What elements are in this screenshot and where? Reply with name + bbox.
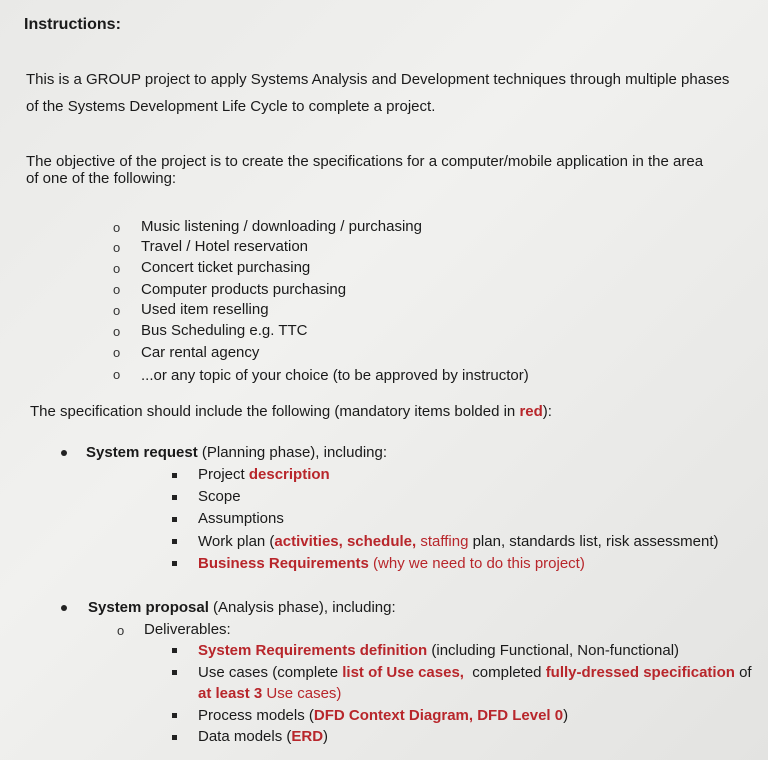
work-plan-prefix: Work plan ( (198, 533, 275, 550)
topic-item: Music listening / downloading / purchasing (141, 218, 422, 235)
circle-bullet-icon: o (113, 240, 121, 255)
process-models-prefix: Process models ( (198, 707, 314, 724)
circle-bullet-icon: o (113, 303, 121, 318)
use-cases-item-line-2 (198, 685, 341, 702)
use-cases-prefix: Use cases (complete (198, 664, 343, 681)
work-plan-suffix: plan, standards list, risk assessment) (468, 533, 719, 550)
at-least-label: at least 3 (198, 685, 263, 702)
system-requirements-label: System Requirements definition (198, 642, 428, 659)
circle-bullet-icon: o (113, 261, 121, 276)
data-models-prefix: Data models ( (198, 728, 292, 745)
square-bullet-icon (172, 539, 177, 544)
bullet-dot-icon (61, 605, 67, 611)
objective-line-1: The objective of the project is to create the specifications for a computer/mobile application in the area (26, 153, 704, 170)
business-requirements-item (198, 555, 585, 572)
description-label: description (248, 466, 330, 483)
system-proposal-suffix: (Analysis phase), including: (208, 599, 396, 616)
square-bullet-icon (172, 670, 177, 675)
circle-bullet-icon: o (113, 282, 121, 297)
system-request-title: System request (86, 444, 198, 461)
data-models-suffix: ) (323, 728, 329, 745)
topic-item: Travel / Hotel reservation (141, 238, 309, 255)
square-bullet-icon (172, 473, 177, 478)
system-proposal-title: System proposal (88, 599, 209, 616)
objective-line-2: of one of the following: (26, 170, 177, 187)
topic-item: Car rental agency (141, 344, 260, 361)
spec-intro-red-word: red (519, 403, 543, 420)
project-description-item (198, 466, 330, 483)
page-heading: Instructions: (24, 16, 121, 33)
system-requirements-item (198, 642, 679, 659)
scope-item: Scope (198, 488, 241, 505)
square-bullet-icon (172, 648, 177, 653)
circle-bullet-icon: o (117, 623, 125, 638)
spec-intro-before: The specification should include the following (mandatory items bolded in (30, 403, 520, 420)
business-requirements-suffix: (why we need to do this project) (368, 555, 585, 572)
data-models-red: ERD (291, 728, 324, 745)
system-request-suffix: (Planning phase), including: (197, 444, 388, 461)
process-models-suffix: ) (563, 707, 569, 724)
square-bullet-icon (172, 713, 177, 718)
use-cases-middle: completed (463, 664, 546, 681)
use-cases-item-line-1 (198, 664, 752, 681)
business-requirements-label: Business Requirements (198, 555, 369, 572)
assumptions-item: Assumptions (198, 510, 284, 527)
topic-item: Bus Scheduling e.g. TTC (141, 322, 308, 339)
circle-bullet-icon: o (113, 324, 121, 339)
square-bullet-icon (172, 495, 177, 500)
data-models-item (198, 728, 328, 745)
circle-bullet-icon: o (113, 220, 121, 235)
intro-line-1: This is a GROUP project to apply Systems Analysis and Development techniques through multiple phases (26, 71, 730, 88)
topic-item: Computer products purchasing (141, 281, 347, 298)
circle-bullet-icon: o (113, 367, 121, 382)
activities-schedule-label: activities, schedule, (274, 533, 417, 550)
topic-item: ...or any topic of your choice (to be approved by instructor) (141, 367, 529, 384)
process-models-red: DFD Context Diagram, DFD Level 0 (313, 707, 564, 724)
fully-dressed-label: fully-dressed specification (545, 664, 735, 681)
process-models-item (198, 707, 568, 724)
use-cases-list-label: list of Use cases, (342, 664, 464, 681)
square-bullet-icon (172, 561, 177, 566)
square-bullet-icon (172, 735, 177, 740)
circle-bullet-icon: o (113, 345, 121, 360)
work-plan-item (198, 533, 719, 550)
system-request-heading (86, 444, 387, 461)
system-requirements-suffix: (including Functional, Non-functional) (427, 642, 680, 659)
square-bullet-icon (172, 517, 177, 522)
system-proposal-heading (88, 599, 396, 616)
spec-intro (30, 403, 552, 420)
topic-item: Used item reselling (141, 301, 269, 318)
topic-item: Concert ticket purchasing (141, 259, 311, 276)
staffing-label: staffing (416, 533, 469, 550)
intro-line-2: of the Systems Development Life Cycle to complete a project. (26, 98, 436, 115)
use-cases-suffix: Use cases) (262, 685, 342, 702)
deliverables-label: Deliverables: (144, 621, 231, 638)
use-cases-of: of (734, 664, 752, 681)
project-label: Project (198, 466, 249, 483)
bullet-dot-icon (61, 450, 67, 456)
spec-intro-after: ): (542, 403, 552, 420)
